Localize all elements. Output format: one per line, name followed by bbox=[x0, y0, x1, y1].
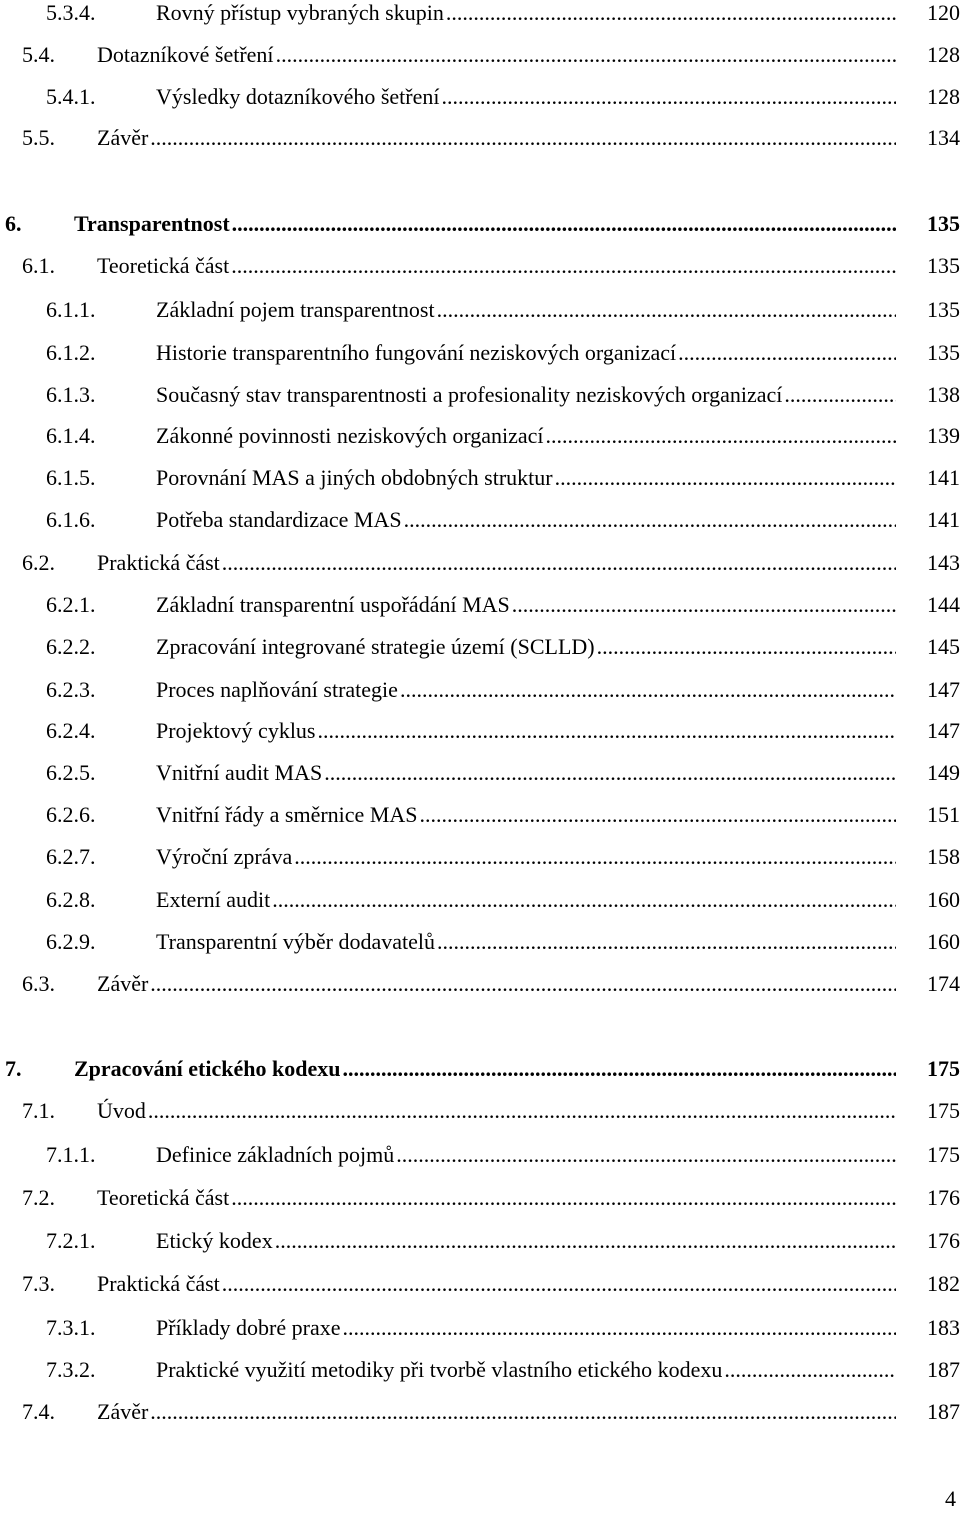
dot-leader bbox=[150, 123, 938, 153]
toc-entry[interactable] bbox=[0, 758, 960, 788]
toc-entry-number: 7.2.1. bbox=[46, 1228, 96, 1253]
toc-entry-page: 139 bbox=[896, 421, 960, 451]
dot-leader bbox=[222, 548, 938, 578]
toc-entry-title: Praktická část bbox=[97, 550, 220, 575]
toc-entry-number: 6.2. bbox=[22, 550, 55, 575]
dot-leader bbox=[272, 885, 938, 915]
toc-entry-number: 7.3. bbox=[22, 1271, 55, 1296]
toc-entry-number: 6.2.2. bbox=[46, 634, 96, 659]
toc-entry-title: Závěr bbox=[97, 125, 149, 150]
dot-leader bbox=[150, 1397, 938, 1427]
toc-entry-page: 144 bbox=[896, 590, 960, 620]
dot-leader bbox=[442, 82, 939, 112]
toc-entry-page: 174 bbox=[896, 969, 960, 999]
toc-entry-page: 160 bbox=[896, 927, 960, 957]
toc-entry[interactable] bbox=[0, 1226, 960, 1256]
toc-entry-number: 6.2.4. bbox=[46, 718, 96, 743]
toc-entry-title: Historie transparentního fungování neziskových organizací bbox=[156, 340, 677, 365]
toc-entry[interactable] bbox=[0, 82, 960, 112]
toc-entry-title: Zpracování etického kodexu bbox=[74, 1056, 341, 1081]
dot-leader bbox=[437, 295, 938, 325]
dot-leader bbox=[232, 209, 938, 239]
toc-entry-title: Dotazníkové šetření bbox=[97, 42, 274, 67]
dot-leader bbox=[400, 675, 938, 705]
toc-entry-title: Zpracování integrované strategie území (SCLLD) bbox=[156, 634, 595, 659]
toc-entry-title: Teoretická část bbox=[97, 253, 230, 278]
toc-entry-title: Vnitřní řády a směrnice MAS bbox=[156, 802, 418, 827]
toc-entry-title: Potřeba standardizace MAS bbox=[156, 507, 402, 532]
toc-entry[interactable] bbox=[0, 421, 960, 451]
toc-entry-number: 6.2.7. bbox=[46, 844, 96, 869]
toc-entry-page: 176 bbox=[896, 1183, 960, 1213]
toc-entry-title: Rovný přístup vybraných skupin bbox=[156, 0, 444, 25]
toc-entry-page: 151 bbox=[896, 800, 960, 830]
toc-entry-page: 176 bbox=[896, 1226, 960, 1256]
toc-entry[interactable] bbox=[0, 251, 960, 281]
dot-leader bbox=[275, 1226, 938, 1256]
toc-entry[interactable] bbox=[0, 123, 960, 153]
toc-entry[interactable] bbox=[0, 380, 960, 410]
dot-leader bbox=[324, 758, 938, 788]
dot-leader bbox=[546, 421, 938, 451]
toc-entry[interactable] bbox=[0, 338, 960, 368]
toc-entry-title: Současný stav transparentnosti a profesionality neziskových organizací bbox=[156, 382, 783, 407]
dot-leader bbox=[404, 505, 938, 535]
toc-entry[interactable] bbox=[0, 548, 960, 578]
toc-entry-title: Závěr bbox=[97, 971, 149, 996]
toc-entry-page: 141 bbox=[896, 463, 960, 493]
toc-entry-page: 149 bbox=[896, 758, 960, 788]
toc-entry-number: 7.1.1. bbox=[46, 1142, 96, 1167]
toc-entry-number: 6.2.1. bbox=[46, 592, 96, 617]
toc-entry[interactable] bbox=[0, 590, 960, 620]
toc-entry-number: 5.3.4. bbox=[46, 0, 96, 25]
dot-leader bbox=[231, 1183, 938, 1213]
dot-leader bbox=[148, 1096, 938, 1126]
toc-entry[interactable] bbox=[0, 927, 960, 957]
toc-entry-number: 6.2.9. bbox=[46, 929, 96, 954]
dot-leader bbox=[437, 927, 938, 957]
toc-chapter[interactable] bbox=[0, 209, 960, 239]
toc-entry[interactable] bbox=[0, 505, 960, 535]
toc-entry-number: 6.1.4. bbox=[46, 423, 96, 448]
toc-entry-title: Definice základních pojmů bbox=[156, 1142, 395, 1167]
toc-entry-title: Transparentní výběr dodavatelů bbox=[156, 929, 436, 954]
toc-entry-title: Úvod bbox=[97, 1098, 146, 1123]
dot-leader bbox=[276, 40, 938, 70]
toc-entry-number: 7.2. bbox=[22, 1185, 55, 1210]
toc-entry-page: 158 bbox=[896, 842, 960, 872]
toc-entry-page: 135 bbox=[896, 209, 960, 239]
toc-entry[interactable] bbox=[0, 1140, 960, 1170]
toc-entry-page: 145 bbox=[896, 632, 960, 662]
toc-entry-number: 6.1.2. bbox=[46, 340, 96, 365]
toc-entry-number: 6.1. bbox=[22, 253, 55, 278]
toc-entry-number: 6. bbox=[5, 211, 22, 236]
toc-entry-page: 183 bbox=[896, 1313, 960, 1343]
toc-entry[interactable] bbox=[0, 1096, 960, 1126]
dot-leader bbox=[294, 842, 938, 872]
toc-entry-page: 182 bbox=[896, 1269, 960, 1299]
toc-entry-number: 6.3. bbox=[22, 971, 55, 996]
toc-entry-number: 7.3.1. bbox=[46, 1315, 96, 1340]
toc-entry-number: 7.1. bbox=[22, 1098, 55, 1123]
dot-leader bbox=[150, 969, 938, 999]
toc-entry[interactable] bbox=[0, 0, 960, 28]
toc-entry-title: Základní transparentní uspořádání MAS bbox=[156, 592, 510, 617]
toc-entry[interactable] bbox=[0, 463, 960, 493]
dot-leader bbox=[343, 1313, 939, 1343]
toc-entry-number: 6.1.1. bbox=[46, 297, 96, 322]
toc-entry-number: 5.4.1. bbox=[46, 84, 96, 109]
toc-entry-page: 135 bbox=[896, 295, 960, 325]
dot-leader bbox=[231, 251, 938, 281]
dot-leader bbox=[555, 463, 938, 493]
toc-entry[interactable] bbox=[0, 800, 960, 830]
toc-entry[interactable] bbox=[0, 40, 960, 70]
toc-entry-title: Transparentnost bbox=[74, 211, 230, 236]
dot-leader bbox=[318, 716, 939, 746]
toc-entry-page: 128 bbox=[896, 40, 960, 70]
toc-entry-title: Zákonné povinnosti neziskových organizací bbox=[156, 423, 544, 448]
toc-entry-number: 6.2.3. bbox=[46, 677, 96, 702]
toc-entry-page: 138 bbox=[896, 380, 960, 410]
toc-entry-page: 187 bbox=[896, 1397, 960, 1427]
toc-entry-page: 147 bbox=[896, 716, 960, 746]
dot-leader bbox=[512, 590, 938, 620]
toc-entry-page: 147 bbox=[896, 675, 960, 705]
toc-entry-title: Porovnání MAS a jiných obdobných struktur bbox=[156, 465, 553, 490]
toc-entry-title: Výroční zpráva bbox=[156, 844, 293, 869]
toc-entry-page: 135 bbox=[896, 338, 960, 368]
toc-entry-number: 7. bbox=[5, 1056, 22, 1081]
toc-entry[interactable] bbox=[0, 969, 960, 999]
toc-entry[interactable] bbox=[0, 1183, 960, 1213]
toc-entry-title: Závěr bbox=[97, 1399, 149, 1424]
toc-entry-title: Základní pojem transparentnost bbox=[156, 297, 435, 322]
toc-entry-number: 6.1.6. bbox=[46, 507, 96, 532]
toc-entry-page: 160 bbox=[896, 885, 960, 915]
toc-entry-title: Výsledky dotazníkového šetření bbox=[156, 84, 440, 109]
toc-entry-title: Externí audit bbox=[156, 887, 271, 912]
toc-entry[interactable] bbox=[0, 885, 960, 915]
toc-chapter[interactable] bbox=[0, 1054, 960, 1084]
toc-entry-title: Praktické využití metodiky při tvorbě vlastního etického kodexu bbox=[156, 1357, 723, 1382]
toc-entry-title: Praktická část bbox=[97, 1271, 220, 1296]
dot-leader bbox=[396, 1140, 938, 1170]
toc-entry[interactable] bbox=[0, 1397, 960, 1427]
toc-entry-number: 6.1.5. bbox=[46, 465, 96, 490]
toc-entry[interactable] bbox=[0, 1355, 960, 1385]
toc-entry-page: 128 bbox=[896, 82, 960, 112]
dot-leader bbox=[446, 0, 938, 28]
dot-leader bbox=[420, 800, 939, 830]
toc-entry-title: Projektový cyklus bbox=[156, 718, 316, 743]
toc-entry-number: 5.4. bbox=[22, 42, 55, 67]
toc-entry[interactable] bbox=[0, 842, 960, 872]
toc-entry-number: 6.2.6. bbox=[46, 802, 96, 827]
toc-entry-title: Příklady dobré praxe bbox=[156, 1315, 341, 1340]
toc-entry-page: 141 bbox=[896, 505, 960, 535]
toc-entry-title: Teoretická část bbox=[97, 1185, 230, 1210]
dot-leader bbox=[597, 632, 938, 662]
toc-entry-page: 134 bbox=[896, 123, 960, 153]
toc-entry-number: 7.4. bbox=[22, 1399, 55, 1424]
toc-entry-title: Proces naplňování strategie bbox=[156, 677, 398, 702]
dot-leader bbox=[222, 1269, 938, 1299]
toc-entry-page: 143 bbox=[896, 548, 960, 578]
toc-entry[interactable] bbox=[0, 632, 960, 662]
toc-entry[interactable] bbox=[0, 716, 960, 746]
toc-entry-title: Etický kodex bbox=[156, 1228, 273, 1253]
toc-entry-title: Vnitřní audit MAS bbox=[156, 760, 323, 785]
toc-entry-page: 120 bbox=[896, 0, 960, 28]
dot-leader bbox=[342, 1054, 938, 1084]
toc-entry-page: 175 bbox=[896, 1140, 960, 1170]
toc-entry[interactable] bbox=[0, 295, 960, 325]
toc-entry-number: 6.1.3. bbox=[46, 382, 96, 407]
toc-entry-number: 6.2.5. bbox=[46, 760, 96, 785]
toc-entry-page: 175 bbox=[896, 1096, 960, 1126]
toc-entry-page: 175 bbox=[896, 1054, 960, 1084]
toc-entry[interactable] bbox=[0, 1269, 960, 1299]
toc-entry-page: 187 bbox=[896, 1355, 960, 1385]
toc-entry-number: 6.2.8. bbox=[46, 887, 96, 912]
toc-entry[interactable] bbox=[0, 1313, 960, 1343]
toc-entry-page: 135 bbox=[896, 251, 960, 281]
page-number: 4 bbox=[945, 1486, 956, 1511]
toc-entry-number: 5.5. bbox=[22, 125, 55, 150]
toc-entry-number: 7.3.2. bbox=[46, 1357, 96, 1382]
toc-entry[interactable] bbox=[0, 675, 960, 705]
